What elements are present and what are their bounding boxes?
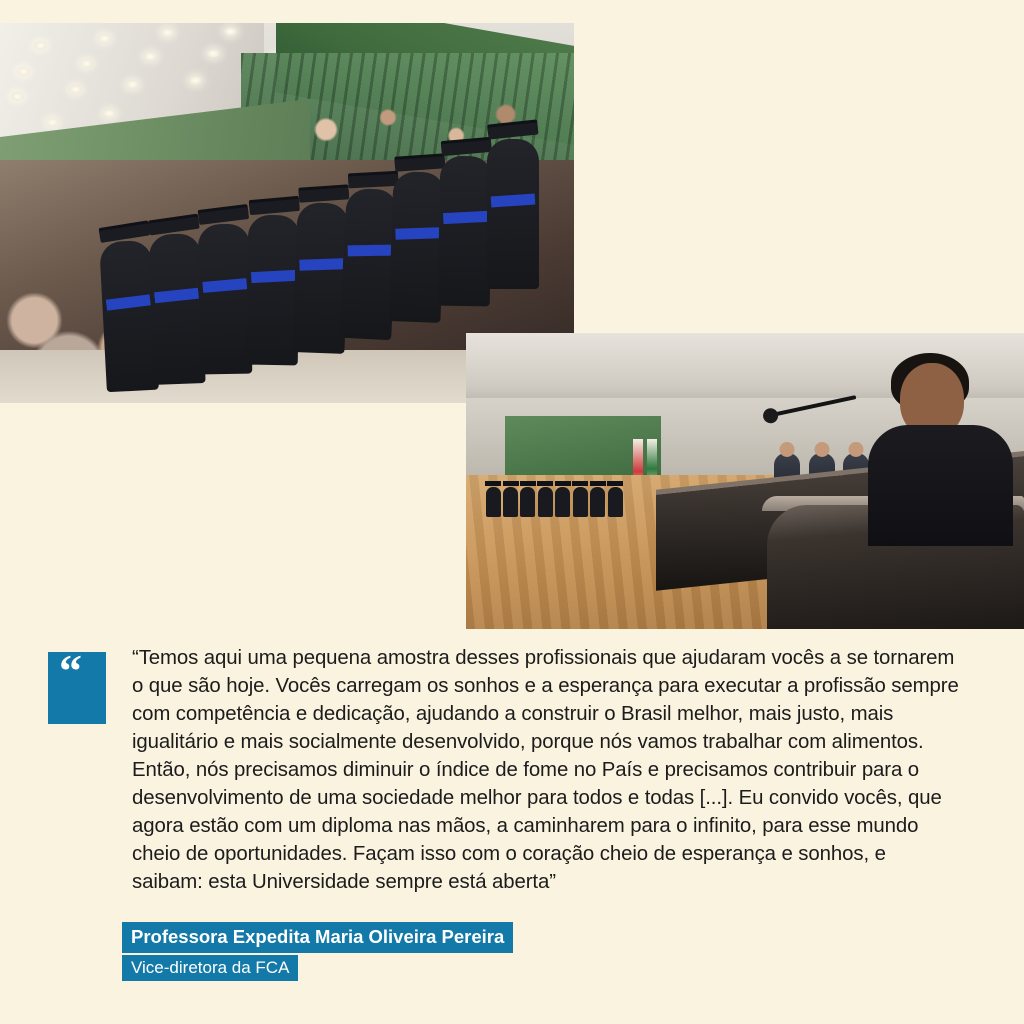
attribution-role: Vice-diretora da FCA [122, 955, 298, 982]
attribution-name: Professora Expedita Maria Oliveira Pereira [122, 922, 513, 952]
graduates-seated-left [483, 463, 628, 516]
attribution-role-wrap [122, 953, 962, 982]
attribution-name-wrap [122, 922, 962, 952]
speaker-figure [868, 363, 1013, 547]
quote-attribution [122, 922, 962, 981]
quote-row [48, 644, 962, 896]
speaker-gown [868, 425, 1013, 547]
quote-section [0, 630, 1024, 981]
quote-text: “Temos aqui uma pequena amostra desses profissionais que ajudaram vocês a se tornarem o que são hoje. Vocês carregam os sonhos e a esperança para executar a profissão sempre com competência e dedicação, ajudando a construir o Brasil melhor, mais justo, mais igualitário e mais socialmente desenvolvido, porque nós vamos trabalhar com alimentos. Então, nós precisamos diminuir o índice de fome no País e precisamos contribuir para o desenvolvimento de uma sociedade melhor para todos e todas [...]. Eu convido vocês, que agora estão com um diploma nas mãos, a caminharem para o infinito, para esse mundo cheio de oportunidades. Façam isso com o coração cheio de esperança e sonhos, e saibam: esta Universidade sempre está aberta” [132, 647, 959, 894]
photo-stage-speaker [466, 333, 1024, 629]
quote-mark-badge [48, 645, 106, 724]
quote-mark-glyph: “ [59, 645, 82, 696]
